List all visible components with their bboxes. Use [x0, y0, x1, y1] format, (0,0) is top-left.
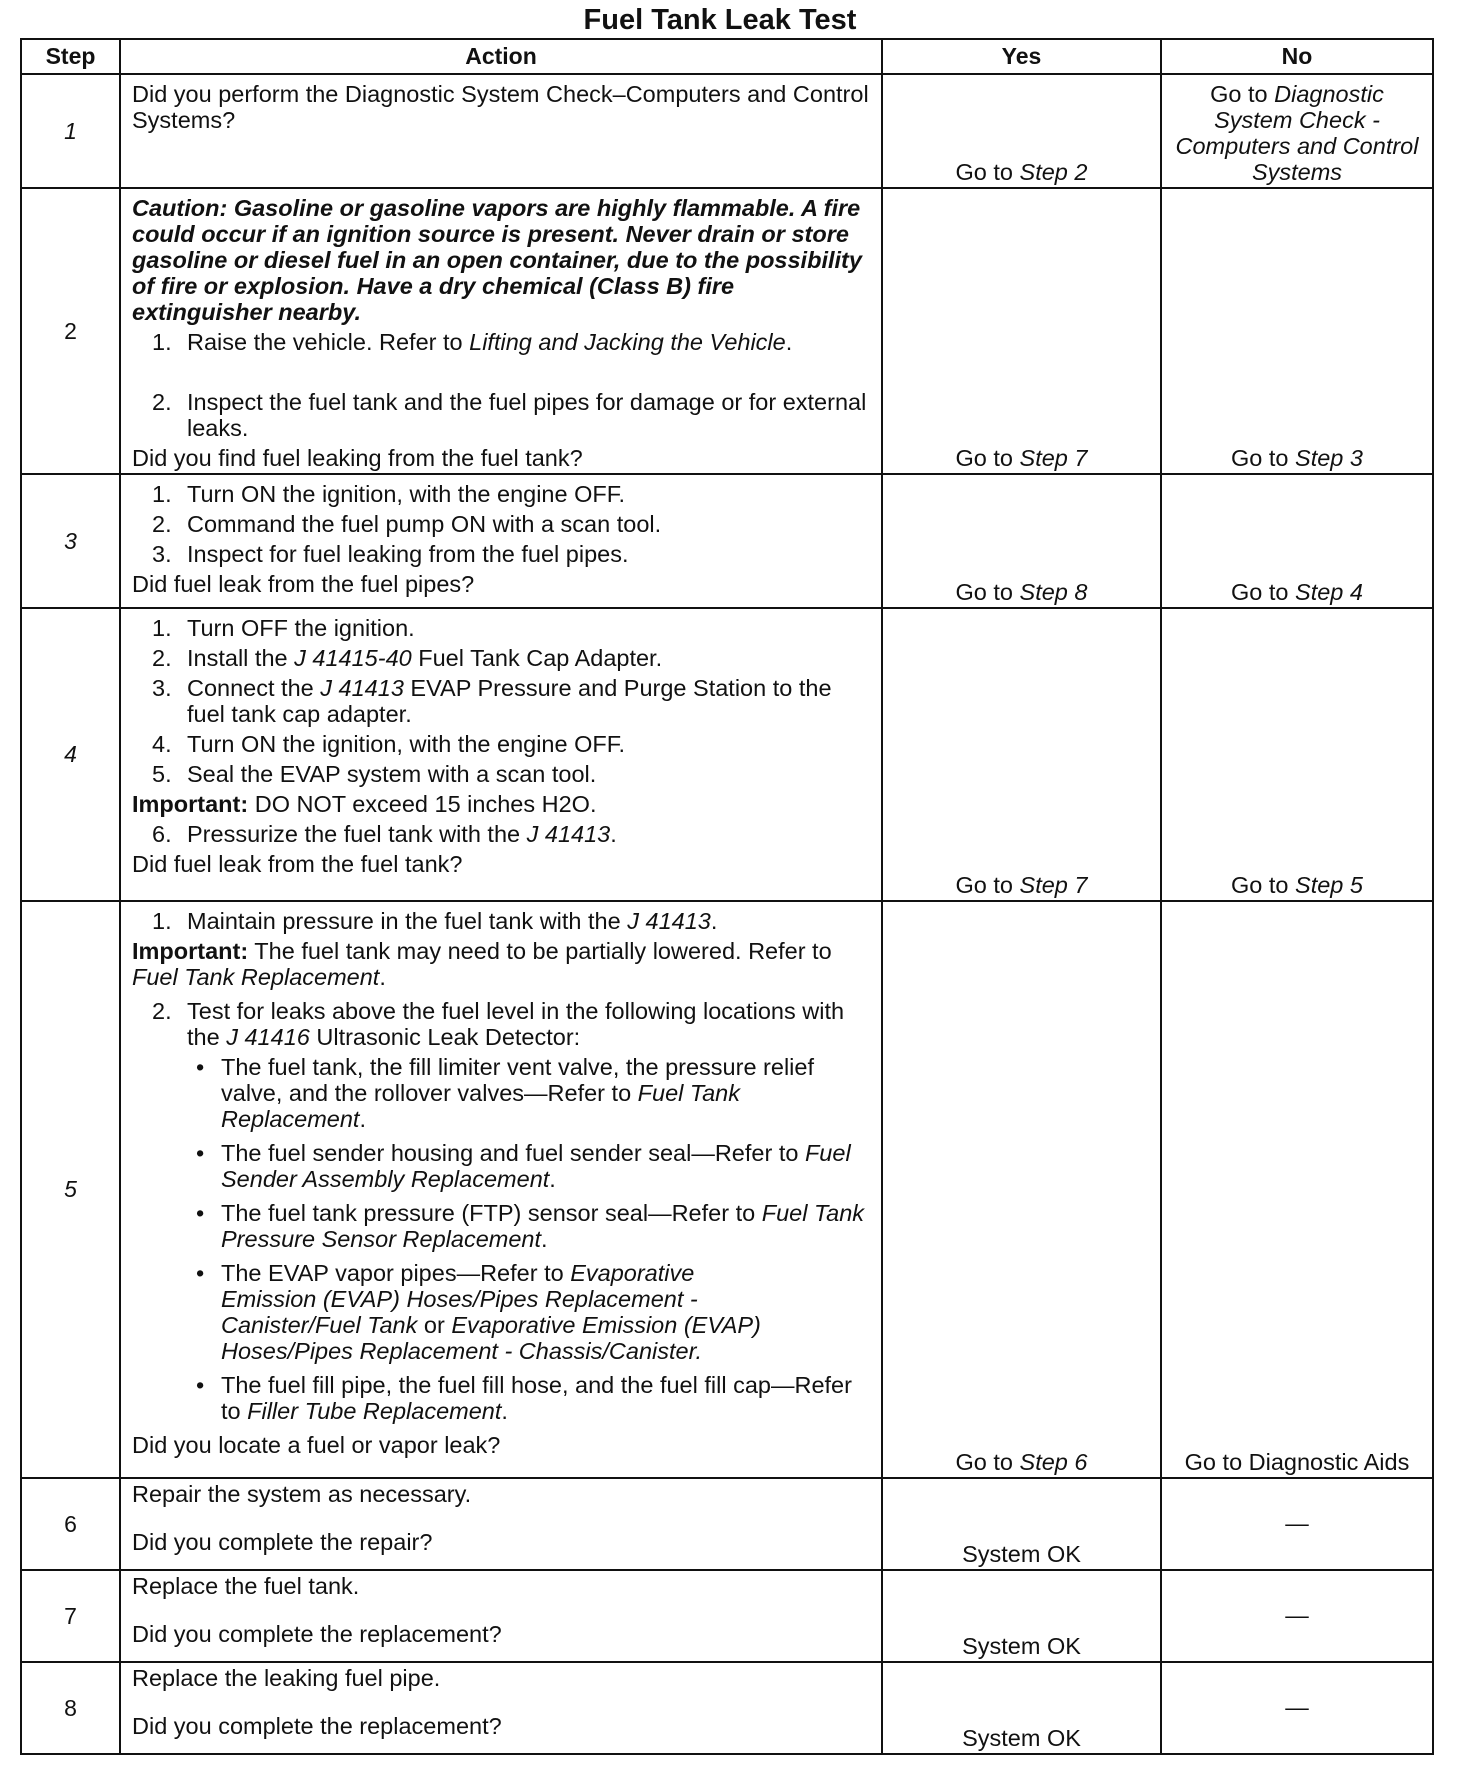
no-cell: —	[1161, 1570, 1433, 1662]
action-cell	[120, 188, 882, 474]
action-cell	[120, 1478, 882, 1570]
action-cell	[120, 74, 882, 188]
bullet-item: • The fuel fill pipe, the fuel fill hose, and the fuel fill cap—Refer to Filler Tube Replacement.	[196, 1372, 852, 1424]
numbered-item: 3. Inspect for fuel leaking from the fuel pipes.	[152, 541, 629, 567]
step-row-4	[21, 608, 1433, 901]
step-number: 4	[21, 608, 120, 901]
numbered-item: 2. Command the fuel pump ON with a scan tool.	[152, 511, 662, 537]
yes-cell: System OK	[882, 1662, 1161, 1754]
action-text: Did you perform the Diagnostic System Check–Computers and Control Systems?	[132, 81, 869, 133]
important-note: Important: DO NOT exceed 15 inches H2O.	[132, 791, 597, 817]
question-text: Did you complete the replacement?	[132, 1713, 502, 1739]
yes-cell: Go to Step 7	[882, 188, 1161, 474]
header-yes: Yes	[882, 39, 1161, 74]
no-link[interactable]: Step 5	[1295, 872, 1363, 898]
no-link[interactable]: Step 3	[1295, 445, 1363, 471]
step-row-5	[21, 901, 1433, 1478]
reference-link[interactable]: Evaporative Emission (EVAP) Hoses/Pipes Replacement - Chassis/Canister.	[221, 1312, 761, 1364]
question-text: Did fuel leak from the fuel pipes?	[132, 571, 475, 597]
caution-text: Caution: Gasoline or gasoline vapors are highly flammable. A fire could occur if an ignition source is present. Never drain or store gasoline or diesel fuel in an open container, due to the possibility of fire or explosion. Have a dry chemical (Class B) fire extinguisher nearby.	[132, 195, 862, 325]
important-note: Important: The fuel tank may need to be partially lowered. Refer to Fuel Tank Replacement.	[132, 938, 832, 990]
action-cell	[120, 901, 882, 1478]
action-cell	[120, 474, 882, 608]
step-row-3	[21, 474, 1433, 608]
numbered-item: 2. Test for leaks above the fuel level in the following locations with the J 41416 Ultrasonic Leak Detector:	[152, 998, 845, 1050]
yes-prefix: Go to	[955, 159, 1020, 185]
question-text: Did you locate a fuel or vapor leak?	[132, 1432, 501, 1458]
action-cell	[120, 1570, 882, 1662]
numbered-item: 1. Raise the vehicle. Refer to Lifting and Jacking the Vehicle.	[152, 329, 793, 355]
question-text: Did you complete the repair?	[132, 1529, 433, 1555]
no-cell: —	[1161, 1662, 1433, 1754]
no-cell	[1161, 901, 1433, 1478]
step-row-2	[21, 188, 1433, 474]
header-action: Action	[120, 39, 882, 74]
step-row-1	[21, 74, 1433, 188]
no-link[interactable]: Go to Diagnostic Aids	[1184, 1449, 1410, 1475]
step-number: 8	[21, 1662, 120, 1754]
action-text: Replace the leaking fuel pipe.	[132, 1665, 441, 1691]
diagnostic-table	[20, 38, 1434, 1755]
reference-link[interactable]: Evaporative Emission (EVAP) Hoses/Pipes Replacement - Canister/Fuel Tank	[221, 1260, 698, 1338]
tool-reference: J 41416	[226, 1024, 310, 1050]
reference-link[interactable]: Filler Tube Replacement	[247, 1398, 502, 1424]
bullet-item: • The fuel tank pressure (FTP) sensor seal—Refer to Fuel Tank Pressure Sensor Replacement.	[196, 1200, 865, 1252]
reference-link[interactable]: Fuel Tank Pressure Sensor Replacement	[221, 1200, 865, 1252]
numbered-item: 3. Connect the J 41413 EVAP Pressure and Purge Station to the fuel tank cap adapter.	[152, 675, 832, 727]
step-number: 6	[21, 1478, 120, 1570]
yes-link[interactable]: Step 7	[1019, 445, 1088, 471]
step-number: 1	[21, 74, 120, 188]
tool-reference: J 41413	[627, 908, 711, 934]
yes-link[interactable]: Step 7	[1019, 872, 1088, 898]
yes-cell	[882, 74, 1161, 188]
step-row-6	[21, 1478, 1433, 1570]
yes-cell: System OK	[882, 1478, 1161, 1570]
no-cell	[1161, 74, 1433, 188]
no-link[interactable]: Step 4	[1295, 579, 1363, 605]
step-number: 2	[21, 188, 120, 474]
numbered-item: 1. Turn OFF the ignition.	[152, 615, 415, 641]
action-cell	[120, 608, 882, 901]
numbered-item: 4. Turn ON the ignition, with the engine OFF.	[152, 731, 626, 757]
yes-cell: Go to Step 8	[882, 474, 1161, 608]
tool-reference: J 41413	[526, 821, 611, 847]
bullet-item: • The fuel tank, the fill limiter vent valve, the pressure relief valve, and the rollover valves—Refer to Fuel Tank Replacement.	[196, 1054, 814, 1132]
yes-link[interactable]: Step 6	[1019, 1449, 1088, 1475]
numbered-item: 2. Inspect the fuel tank and the fuel pipes for damage or for external leaks.	[152, 389, 867, 441]
numbered-item: 1. Turn ON the ignition, with the engine OFF.	[152, 481, 626, 507]
numbered-item: 1. Maintain pressure in the fuel tank with the J 41413.	[152, 908, 718, 934]
yes-cell: Go to Step 7	[882, 608, 1161, 901]
step-row-8	[21, 1662, 1433, 1754]
reference-link[interactable]: Fuel Sender Assembly Replacement	[221, 1140, 851, 1192]
step-row-7	[21, 1570, 1433, 1662]
document-title: Fuel Tank Leak Test	[583, 4, 857, 36]
no-link[interactable]: Diagnostic System Check - Computers and Control Systems	[1175, 81, 1419, 185]
yes-link[interactable]: Step 8	[1019, 579, 1088, 605]
action-text: Repair the system as necessary.	[132, 1481, 472, 1507]
reference-link[interactable]: Lifting and Jacking the Vehicle	[469, 329, 786, 355]
numbered-item: 6. Pressurize the fuel tank with the J 41413.	[152, 821, 617, 847]
no-cell: Go to Step 4	[1161, 474, 1433, 608]
tool-reference: J 41415-40	[294, 645, 412, 671]
action-cell	[120, 1662, 882, 1754]
yes-link[interactable]: Step 2	[1019, 159, 1088, 185]
numbered-item: 2. Install the J 41415-40 Fuel Tank Cap Adapter.	[152, 645, 663, 671]
reference-link[interactable]: Fuel Tank Replacement	[132, 964, 380, 990]
no-cell: —	[1161, 1478, 1433, 1570]
action-text: Replace the fuel tank.	[132, 1573, 360, 1599]
step-number: 5	[21, 901, 120, 1478]
reference-link[interactable]: Fuel Tank Replacement	[221, 1080, 741, 1132]
header-row	[21, 39, 1433, 74]
yes-cell: System OK	[882, 1570, 1161, 1662]
no-cell: Go to Step 5	[1161, 608, 1433, 901]
tool-reference: J 41413	[320, 675, 404, 701]
numbered-item: 5. Seal the EVAP system with a scan tool.	[152, 761, 597, 787]
question-text: Did fuel leak from the fuel tank?	[132, 851, 463, 877]
bullet-item: • The fuel sender housing and fuel sender seal—Refer to Fuel Sender Assembly Replacement.	[196, 1140, 851, 1192]
question-text: Did you find fuel leaking from the fuel tank?	[132, 445, 583, 471]
no-cell: Go to Step 3	[1161, 188, 1433, 474]
header-step: Step	[21, 39, 120, 74]
header-no: No	[1161, 39, 1433, 74]
question-text: Did you complete the replacement?	[132, 1621, 502, 1647]
no-prefix: Go to	[1210, 81, 1275, 107]
bullet-item: • The EVAP vapor pipes—Refer to Evaporative Emission (EVAP) Hoses/Pipes Replacement - Canister/Fuel Tank or Evaporative Emission (EVAP) Hoses/Pipes Replacement - Chassis/Canister.	[196, 1260, 761, 1364]
step-number: 3	[21, 474, 120, 608]
step-number: 7	[21, 1570, 120, 1662]
yes-cell: Go to Step 6	[882, 901, 1161, 1478]
